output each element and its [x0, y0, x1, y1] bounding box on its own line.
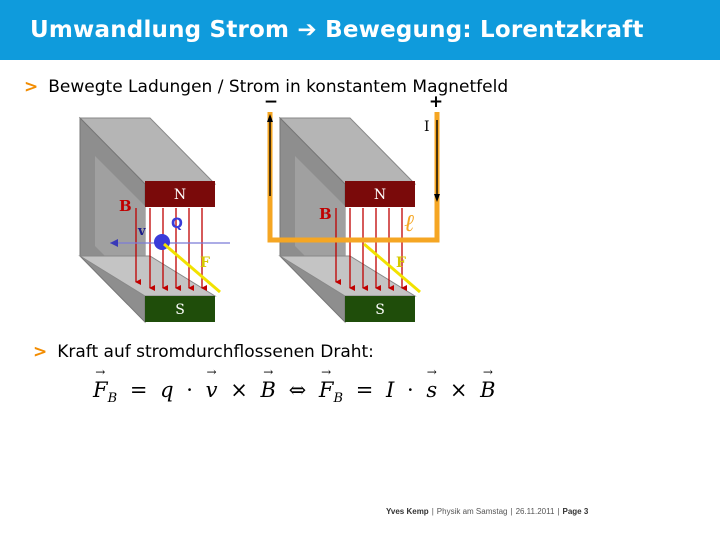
lorentz-force-figure — [70, 92, 444, 330]
title-bar — [0, 0, 720, 60]
footer-separator: | — [557, 507, 560, 516]
lorentz-formula — [93, 378, 496, 406]
minus-label: − — [263, 92, 279, 112]
f-label: F — [200, 255, 210, 271]
bullet-force-on-wire — [33, 342, 374, 362]
equals-sign-2: = — [355, 378, 374, 402]
north-label: N — [173, 187, 187, 203]
q-label: Q — [171, 216, 183, 232]
i-label: I — [424, 119, 430, 135]
f-label: F — [396, 255, 406, 271]
cross-operator: × — [230, 378, 248, 402]
dot-operator-2: · — [407, 378, 414, 402]
length-vector: → s — [426, 378, 437, 402]
equivalence-sign: ⇔ — [288, 378, 307, 402]
north-label: N — [373, 187, 387, 203]
v-label: v — [138, 224, 146, 239]
force-vector-2: → F — [319, 378, 334, 402]
footer-event: Physik am Samstag — [436, 507, 508, 516]
current-symbol: I — [386, 378, 395, 402]
slide-footer — [386, 507, 588, 516]
velocity-vector: → v — [206, 378, 218, 402]
right-magnet — [264, 92, 443, 322]
footer-page: Page 3 — [562, 507, 589, 516]
south-label: S — [175, 302, 185, 318]
left-magnet — [80, 118, 230, 322]
cross-operator-2: × — [449, 378, 468, 402]
bullet-text: Kraft auf stromdurchflossenen Draht: — [57, 342, 374, 362]
force-vector: → F — [93, 378, 108, 402]
bullet-text: Bewegte Ladungen / Strom in konstantem Magnetfeld — [48, 77, 509, 97]
l-label: ℓ — [404, 209, 414, 237]
footer-author: Yves Kemp — [386, 507, 429, 516]
dot-operator: · — [186, 378, 193, 402]
force-subscript-2: B — [333, 391, 344, 407]
slide-title: Umwandlung Strom ➔ Bewegung: Lorentzkraft — [30, 17, 644, 43]
bullet-arrow-icon: > — [24, 77, 39, 97]
b-label: B — [119, 197, 132, 215]
equals-sign: = — [129, 378, 148, 402]
plus-label: + — [428, 92, 444, 112]
footer-separator: | — [510, 507, 513, 516]
field-vector: → B — [261, 378, 276, 402]
south-label: S — [375, 302, 385, 318]
field-vector-2: → B — [480, 378, 495, 402]
bullet-arrow-icon: > — [33, 342, 48, 362]
charge-symbol: q — [160, 378, 174, 402]
footer-separator: | — [431, 507, 434, 516]
footer-date: 26.11.2011 — [515, 507, 555, 516]
b-label: B — [319, 205, 332, 223]
force-subscript: B — [107, 391, 118, 407]
